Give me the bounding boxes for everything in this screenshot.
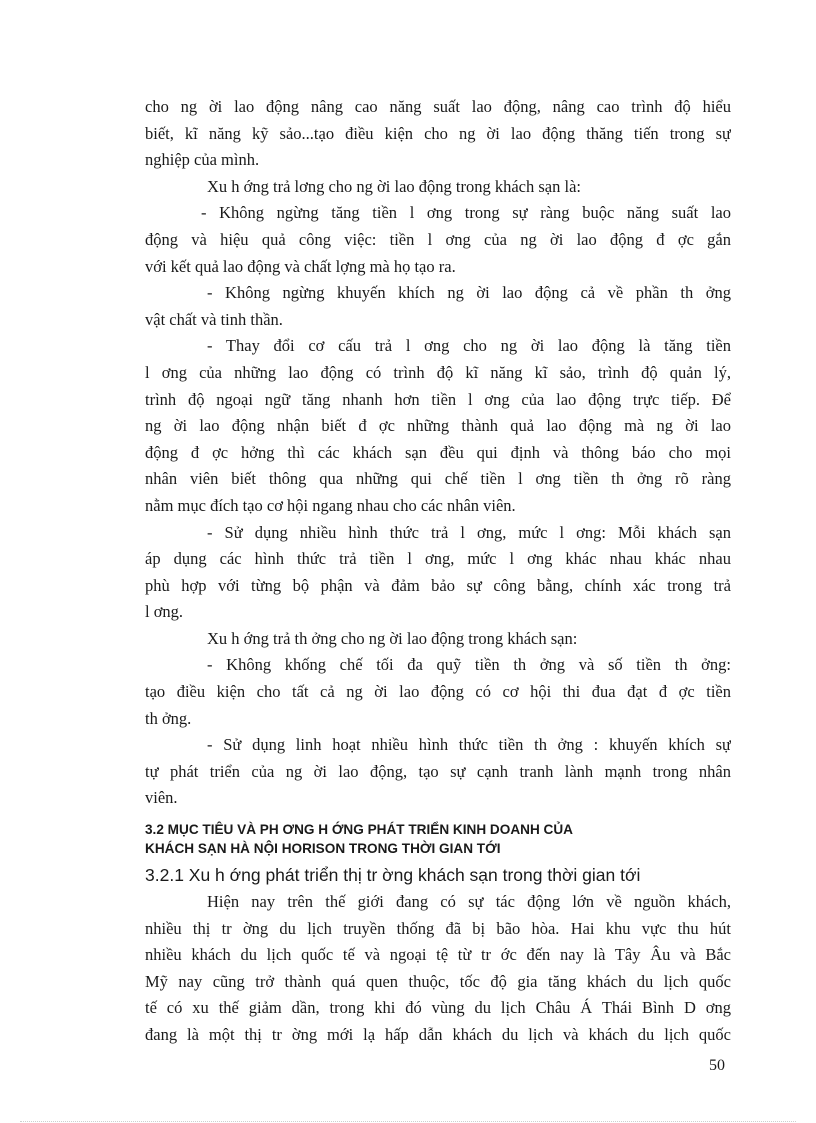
text-line: - Không ngừng khuyến khích ng ời lao động cả về phần th ởng — [207, 283, 731, 303]
text-line: tế có xu thế giảm dần, trong khi đó vùng du lịch Châu Á Thái Bình D ơng — [145, 998, 731, 1018]
text-line: l ơng của những lao động có trình độ kĩ năng kĩ sảo, trình độ quản lý, — [145, 362, 731, 382]
text-line: l ơng. — [145, 602, 184, 622]
text-line: viên. — [145, 788, 178, 808]
text-line: phù hợp với từng bộ phận và đảm bảo sự công bằng, chính xác trong trả — [145, 575, 731, 595]
text-line: tự phát triển của ng ời lao động, tạo sự cạnh tranh lành mạnh trong nhân — [145, 761, 731, 781]
page-content — [145, 94, 731, 1049]
text-line: với kết quả lao động và chất lợng mà họ tạo ra. — [145, 256, 456, 276]
text-line: áp dụng các hình thức trả tiền l ơng, mức l ơng khác nhau khác nhau — [145, 549, 731, 569]
salary-trend-section — [145, 174, 731, 626]
section-heading — [145, 820, 731, 858]
text-line: trình độ ngoại ngữ tăng nhanh hơn tiền l ơng của lao động trực tiếp. Để — [145, 389, 731, 409]
market-trend-paragraph — [145, 889, 731, 1049]
text-line: nhân viên biết thông qua những qui chế tiền l ơng tiền th ởng rõ ràng — [145, 469, 731, 489]
text-line: th ởng. — [145, 708, 192, 728]
text-line: - Sử dụng nhiều hình thức trả l ơng, mức l ơng: Mỗi khách sạn — [207, 522, 731, 542]
paragraph-continuation — [145, 94, 731, 174]
text-line: cho ng ời lao động nâng cao năng suất lao động, nâng cao trình độ hiểu — [145, 97, 731, 116]
text-line: vật chất và tinh thần. — [145, 309, 283, 329]
text-line: biết, kĩ năng kỹ sảo...tạo điều kiện cho ng ời lao động thăng tiến trong sự — [145, 123, 731, 143]
text-line: Hiện nay trên thế giới đang có sự tác động lớn về nguồn khách, — [207, 892, 731, 912]
subsection-heading: 3.2.1 Xu h ớng phát triển thị tr ờng khách sạn trong thời gian tới — [145, 865, 641, 886]
text-line: tạo điều kiện cho tất cả ng ời lao động có cơ hội thi đua đạt đ ợc tiền — [145, 682, 731, 702]
text-line: - Thay đổi cơ cấu trả l ơng cho ng ời lao động là tăng tiền — [207, 336, 731, 356]
page-number: 50 — [709, 1057, 725, 1074]
text-line: Mỹ nay cũng trở thành quá quen thuộc, tốc độ gia tăng khách du lịch quốc — [145, 971, 731, 991]
salary-item-1 — [145, 200, 731, 280]
bonus-item-2 — [145, 732, 731, 812]
salary-item-3 — [145, 333, 731, 519]
bonus-trend-section — [145, 626, 731, 812]
bonus-item-1 — [145, 652, 731, 732]
text-line: nằm mục đích tạo cơ hội ngang nhau cho các nhân viên. — [145, 495, 516, 515]
section-heading-line: 3.2 MỤC TIÊU VÀ PH ƠNG H ỚNG PHÁT TRIỂN KINH DOANH CỦA — [145, 822, 574, 838]
text-line: động đ ợc hởng thì các khách sạn đều qui định và thông báo cho mọi — [145, 442, 731, 462]
text-line: đang là một thị tr ờng mới lạ hấp dẫn khách du lịch và khách du lịch quốc — [145, 1025, 731, 1044]
section-heading-line: KHÁCH SẠN HÀ NỘI HORISON TRONG THỜI GIAN TỚI — [145, 841, 501, 857]
text-line: nhiều thị tr ờng du lịch truyền thống đã bị bão hòa. Hai khu vực thu hút — [145, 918, 731, 938]
text-line: động và hiệu quả công việc: tiền l ơng của ng ời lao động đ ợc gắn — [145, 229, 731, 249]
text-line: ng ời lao động nhận biết đ ợc những thành quả lao động mà ng ời lao — [145, 416, 731, 436]
bonus-trend-intro: Xu h ớng trả th ởng cho ng ời lao động trong khách sạn: — [207, 628, 578, 648]
text-line: - Không khống chế tối đa quỹ tiền th ởng và số tiền th ởng: — [207, 655, 731, 675]
text-line: - Không ngừng tăng tiền l ơng trong sự ràng buộc năng suất lao — [201, 203, 731, 223]
page-edge-divider — [20, 1121, 796, 1122]
salary-item-2 — [145, 280, 731, 333]
text-line: nghiệp của mình. — [145, 150, 260, 170]
text-line: nhiều khách du lịch quốc tế và ngoại tệ từ tr ớc đến nay là Tây Âu và Bắc — [145, 945, 731, 965]
salary-item-4 — [145, 520, 731, 626]
text-line: - Sử dụng linh hoạt nhiều hình thức tiền th ởng : khuyến khích sự — [207, 735, 731, 755]
salary-trend-intro: Xu h ớng trả lơng cho ng ời lao động trong khách sạn là: — [207, 176, 581, 196]
